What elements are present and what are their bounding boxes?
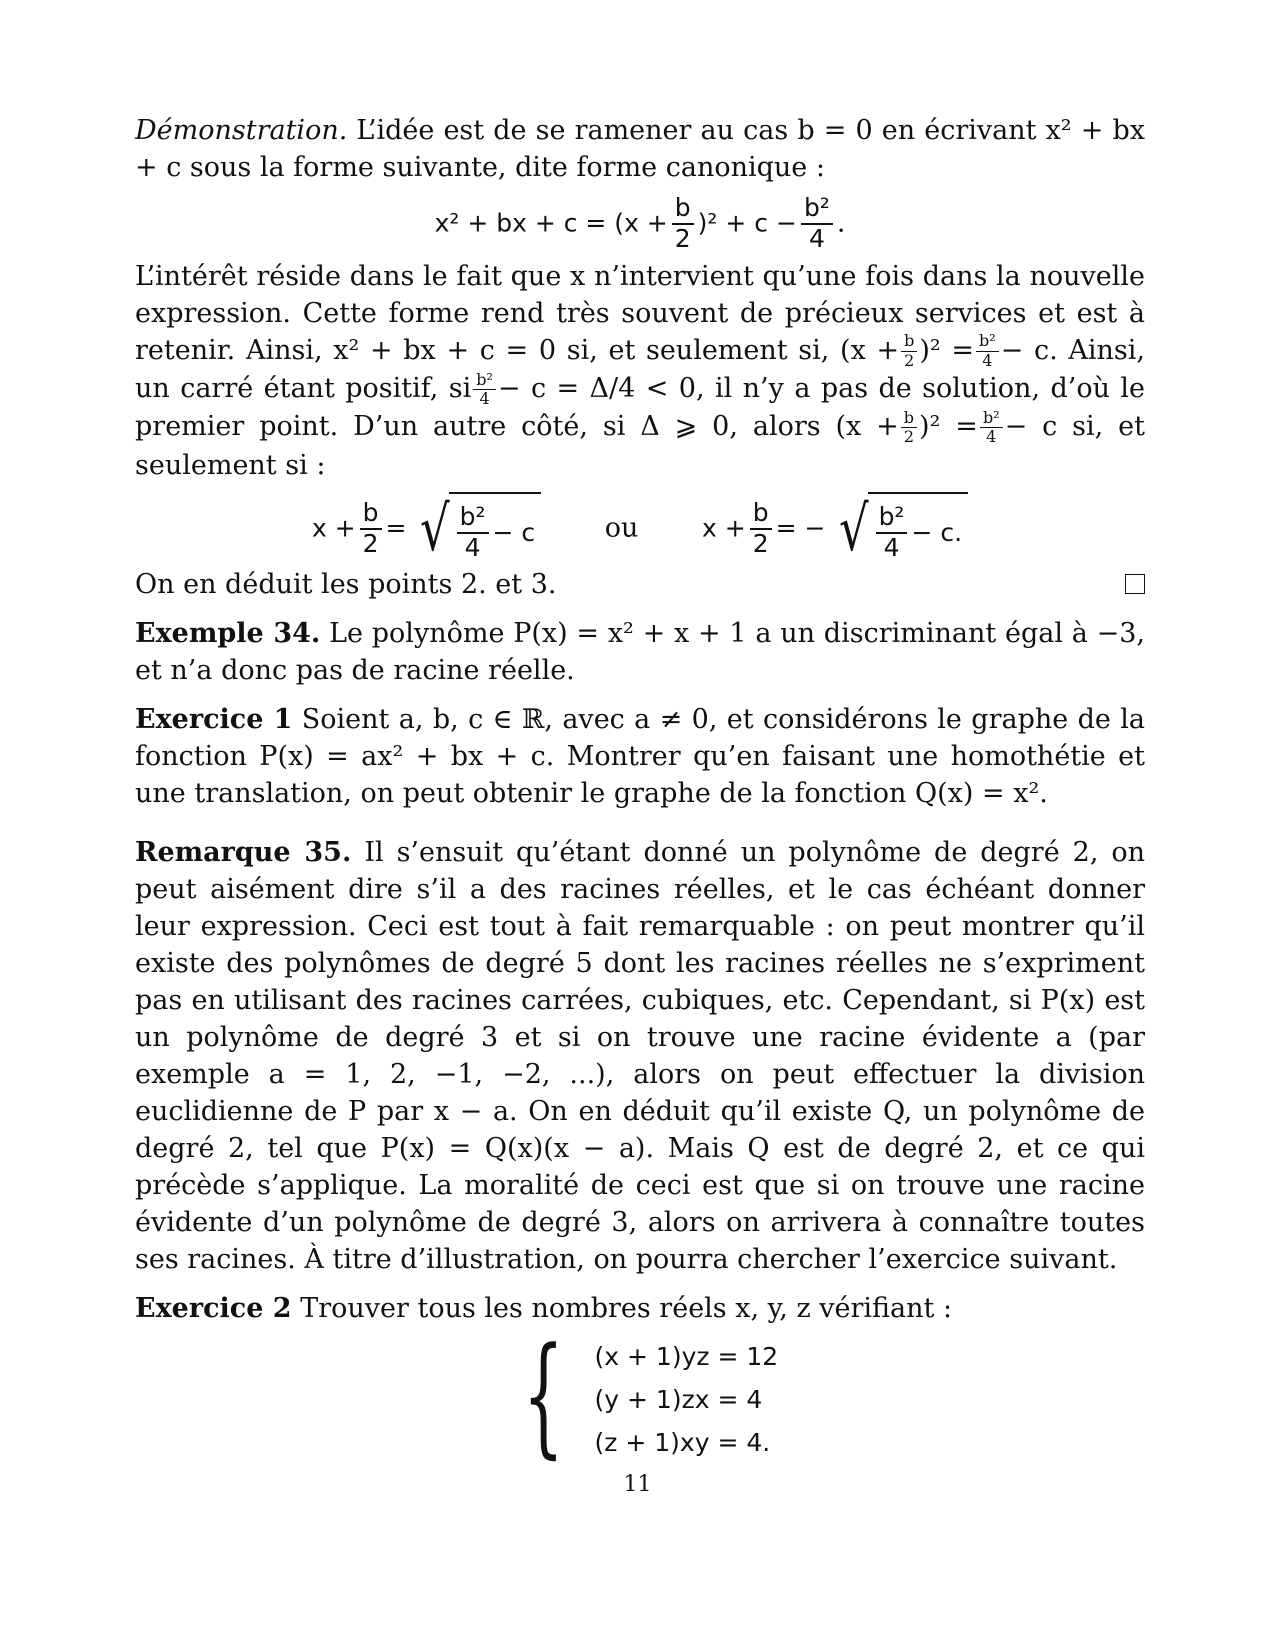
square-root: √ $\frac{\text{b²}}{4}$ − c. xyxy=(834,492,968,566)
remark-35 xyxy=(135,834,1145,1278)
demonstration-title: Démonstration. xyxy=(135,115,348,146)
exercise-2-text: Trouver tous les nombres réels x, y, z vérifiant : xyxy=(300,1292,953,1324)
square-root: √ $\frac{\text{b²}}{4}$ − c xyxy=(415,492,541,566)
page-number: 11 xyxy=(623,1472,652,1497)
fraction-b-over-2: $\frac{b}{2}$ xyxy=(672,194,694,254)
fraction-b2-over-4: $\frac{\text{b²}}{4}$ xyxy=(801,194,833,254)
example-34-text: Le polynôme P(x) = x² + x + 1 a un discriminant égal à −3, et n’a donc pas de racine réelle. xyxy=(135,617,1145,686)
canonical-form-equation: x² + bx + c = (x + $\frac{b}{2}$ )² + c − $\frac{\text{b²}}{4}$ . xyxy=(434,193,846,253)
inline-fraction: $\frac{b}{2}$ xyxy=(901,409,917,447)
exercise-1 xyxy=(135,701,1145,812)
example-34-label: Exemple 34. xyxy=(135,617,321,649)
square-root-equation: x + $\frac{b}{2}$ = √ $\frac{\text{b²}}{4}$ − c ou x + $\frac{b}{2}$ = − √ $\frac{\text{b²}}{4}$ − c. xyxy=(135,492,1145,566)
example-34 xyxy=(135,615,1145,689)
or-word: ou xyxy=(604,512,639,544)
system-equation-1: (x + 1)yz = 12 xyxy=(594,1341,779,1371)
system-lines xyxy=(595,1335,779,1464)
demonstration-body: L’intérêt réside dans le fait que x n’intervient qu’une fois dans la nouvelle expression. Cette forme rend très souvent de précieux services et est à retenir. Ainsi, x² + bx + c = 0 si, et seulement si, (x + $\frac{b}{2}$ )² = $\frac{\text{b²}}{4}$ − c. Ainsi, un carré étant positif, si $\frac{\text{b²}}{4}$ − c = Δ/4 < 0, il n’y a pas de solution, d’où le premier point. D’un autre côté, si Δ ⩾ 0, alors (x + $\frac{b}{2}$ )² = $\frac{\text{b²}}{4}$ − c si, et seulement si : xyxy=(135,260,1145,481)
equation-system xyxy=(135,1318,1145,1471)
remark-35-text: Il s’ensuit qu’étant donné un polynôme de degré 2, on peut aisément dire s’il a des racines réelles, et le cas échéant donner leur expression. Ceci est tout à fait remarquable : on peut montrer qu’il existe des polynômes de degré 5 dont les racines réelles ne s’expriment pas en utilisant des racines carrées, cubiques, etc. Cependant, si P(x) est un polynôme de degré 3 et si on trouve une racine évidente a (par exemple a = 1, 2, −1, −2, ...), alors on peut effectuer la division euclidienne de P par x − a. On en déduit qu’il existe Q, un polynôme de degré 2, tel que P(x) = Q(x)(x − a). Mais Q est de degré 2, et ce qui précède s’applique. La moralité de ceci est que si on trouve une racine évidente d’un polynôme de degré 3, alors on arrivera à connaître toutes ses racines. À titre d’illustration, on pourra chercher l’exercice suivant. xyxy=(135,836,1146,1275)
exercise-2 xyxy=(135,1290,1145,1327)
inline-fraction: $\frac{\text{b²}}{4}$ xyxy=(980,409,1003,447)
main-text xyxy=(135,112,1146,1471)
system-equation-3: (z + 1)xy = 4. xyxy=(594,1427,771,1457)
demonstration-conclusion: On en déduit les points 2. et 3. xyxy=(135,566,1145,603)
inline-fraction: $\frac{b}{2}$ xyxy=(901,332,917,370)
exercise-2-label: Exercice 2 xyxy=(135,1292,292,1324)
demonstration-intro xyxy=(135,112,1145,186)
left-brace: { xyxy=(522,1318,564,1471)
system-equation-2: (y + 1)zx = 4 xyxy=(594,1384,763,1414)
inline-fraction: $\frac{\text{b²}}{4}$ xyxy=(473,371,496,409)
inline-fraction: $\frac{\text{b²}}{4}$ xyxy=(976,332,999,370)
remark-35-label: Remarque 35. xyxy=(135,836,352,868)
exercise-1-text: Soient a, b, c ∈ ℝ, avec a ≠ 0, et considérons le graphe de la fonction P(x) = ax² + bx + c. Montrer qu’en faisant une homothétie et une translation, on peut obtenir le graphe de la fonction Q(x) = x². xyxy=(135,703,1145,809)
qed-square-icon xyxy=(1125,574,1145,594)
exercise-1-label: Exercice 1 xyxy=(135,703,293,735)
demonstration-text: L’idée est de se ramener au cas b = 0 en écrivant x² + bx + c sous la forme suivante, dite forme canonique : xyxy=(135,115,1145,183)
